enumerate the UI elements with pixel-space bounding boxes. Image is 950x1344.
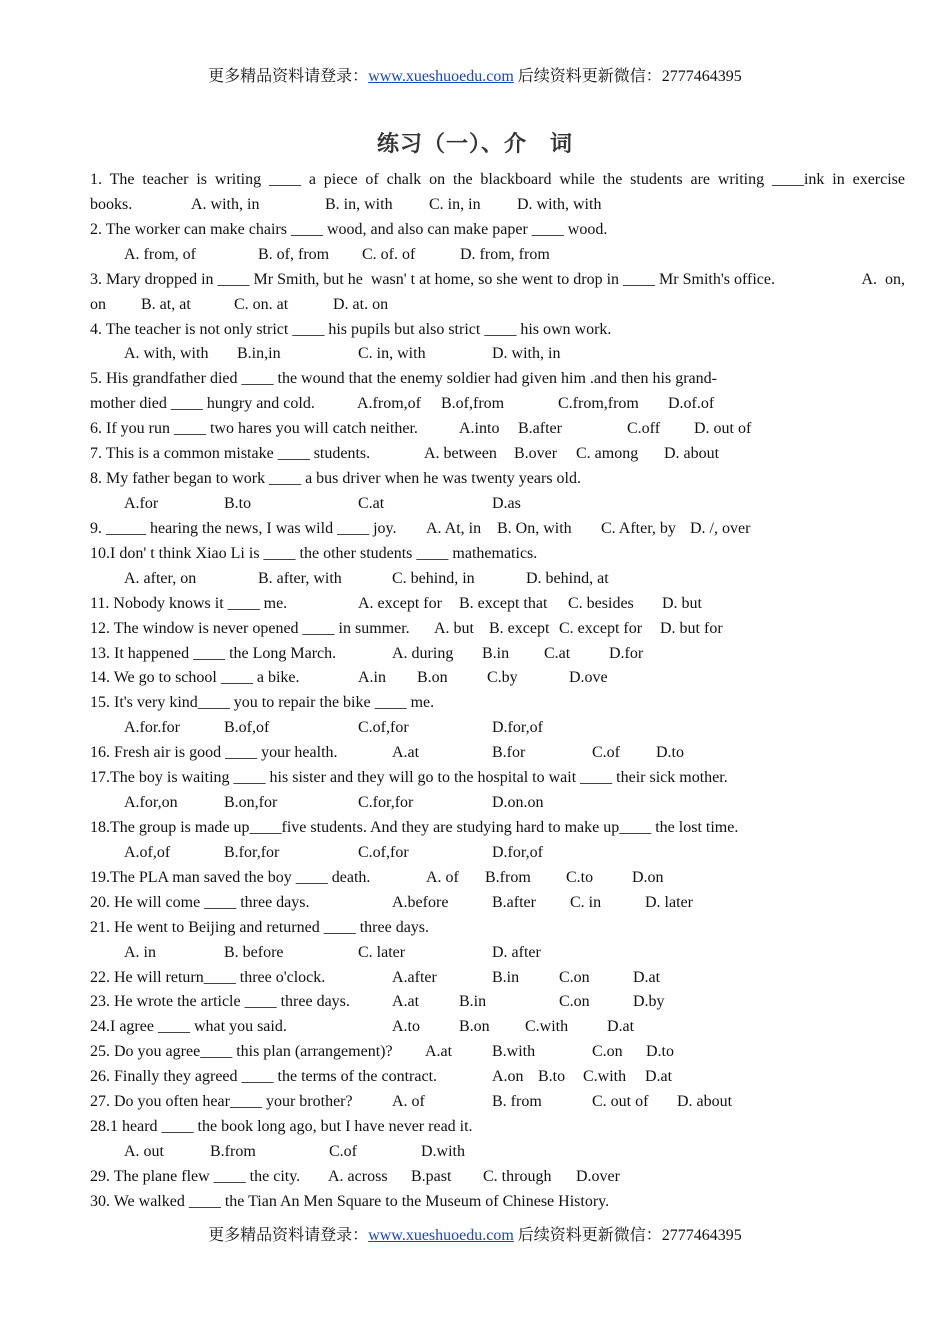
option-b: B.with bbox=[492, 1043, 536, 1061]
question-16: 16. Fresh air is good ____ your health. A.at B.for C.of D.to bbox=[90, 741, 905, 766]
option-c: C. out of bbox=[592, 1093, 649, 1111]
option-b: B. in, with bbox=[325, 195, 393, 213]
question-2-stem: 2. The worker can make chairs ____ wood, and also can make paper ____ wood. bbox=[90, 220, 608, 238]
option-c: C. in, in bbox=[429, 195, 481, 213]
option-d: D. about bbox=[664, 445, 720, 463]
question-24: 24.I agree ____ what you said. A.to B.on C.with D.at bbox=[90, 1015, 905, 1040]
option-a: A. but bbox=[434, 619, 474, 637]
option-c: C. of. of bbox=[362, 245, 416, 263]
question-3-stem: 3. Mary dropped in ____ Mr Smith, but he wasn' t at home, so she went to drop in ____ Mr Smith's office. A. on, bbox=[90, 268, 905, 293]
option-c: C.with bbox=[583, 1068, 627, 1086]
option-a: A.for bbox=[124, 494, 159, 512]
question-23: 23. He wrote the article ____ three days. A.at B.in C.on D.by bbox=[90, 990, 905, 1015]
option-a: A. between bbox=[424, 445, 497, 463]
question-29: 29. The plane flew ____ the city. A. across B.past C. through D.over bbox=[90, 1165, 905, 1190]
option-d: D.of.of bbox=[668, 395, 715, 413]
option-d: D.as bbox=[492, 494, 521, 512]
question-5-options: mother died ____ hungry and cold. A.from,of B.of,from C.from,from D.of.of bbox=[90, 392, 905, 417]
option-b: B.of,of bbox=[224, 719, 270, 737]
option-b: B.to bbox=[224, 494, 252, 512]
option-b: B.over bbox=[514, 445, 558, 463]
header-website-link[interactable]: www.xueshuoedu.com bbox=[368, 68, 514, 85]
option-c: C. behind, in bbox=[392, 569, 475, 587]
option-c: C.of bbox=[592, 744, 620, 762]
option-a: A. during bbox=[392, 644, 454, 662]
option-c: C. on. at bbox=[234, 295, 289, 313]
question-25: 25. Do you agree____ this plan (arrangement)? A.at B.with C.on D.to bbox=[90, 1040, 905, 1065]
option-b: B. from bbox=[492, 1093, 542, 1111]
option-d: D.at bbox=[645, 1068, 673, 1086]
option-c: C. in bbox=[570, 893, 602, 911]
question-10-stem: 10.I don' t think Xiao Li is ____ the other students ____ mathematics. bbox=[90, 544, 538, 562]
question-1-options: books. A. with, in B. in, with C. in, in D. with, with bbox=[90, 193, 905, 218]
question-4-options bbox=[90, 342, 905, 367]
question-8-stem: 8. My father began to work ____ a bus driver when he was twenty years old. bbox=[90, 470, 581, 488]
option-b: B.past bbox=[411, 1167, 452, 1185]
option-a: A.from,of bbox=[357, 395, 421, 413]
option-d: D.at bbox=[633, 968, 661, 986]
option-a: A.to bbox=[392, 1018, 420, 1036]
option-c: C. through bbox=[483, 1167, 552, 1185]
option-a: A.before bbox=[392, 893, 449, 911]
option-b: B.in,in bbox=[237, 345, 281, 363]
option-d: D. but for bbox=[660, 619, 723, 637]
question-8-options bbox=[90, 492, 905, 517]
option-c: C.at bbox=[358, 494, 385, 512]
option-c: C.to bbox=[566, 868, 594, 886]
question-3-options: on B. at, at C. on. at D. at. on bbox=[90, 293, 905, 318]
question-5-stem: 5. His grandfather died ____ the wound that the enemy soldier had given him .and then his grand- bbox=[90, 370, 717, 388]
question-1-stem: 1. The teacher is writing ____ a piece of chalk on the blackboard while the students are writing ____ink in exercise bbox=[90, 171, 905, 188]
option-b: B.in bbox=[482, 644, 510, 662]
option-b: B. at, at bbox=[141, 295, 191, 313]
question-26: 26. Finally they agreed ____ the terms of the contract. A.on B.to C.with D.at bbox=[90, 1065, 905, 1090]
option-d: D. about bbox=[677, 1093, 733, 1111]
option-c: C.on bbox=[559, 968, 590, 986]
option-d: D. with, with bbox=[517, 195, 602, 213]
option-b: B. of, from bbox=[258, 245, 330, 263]
question-11: 11. Nobody knows it ____ me. A. except for B. except that C. besides D. but bbox=[90, 592, 905, 617]
option-b: B.in bbox=[459, 993, 487, 1011]
page-title: 练习（一）、介 词 bbox=[376, 131, 573, 157]
option-d: D.with bbox=[421, 1142, 465, 1160]
option-b: B.for,for bbox=[224, 843, 280, 861]
question-10-options bbox=[90, 567, 905, 592]
option-a-part: A. on, bbox=[861, 270, 905, 288]
option-a: A.at bbox=[425, 1043, 453, 1061]
option-c: C. in, with bbox=[358, 345, 426, 363]
option-d: D. with, in bbox=[492, 345, 561, 363]
exercise-list bbox=[90, 168, 905, 1215]
option-c: C.of,for bbox=[358, 719, 409, 737]
option-d: D.on bbox=[632, 868, 664, 886]
option-b: B.for bbox=[492, 744, 526, 762]
question-2-options bbox=[90, 243, 905, 268]
option-a: A. with, with bbox=[124, 345, 209, 363]
option-d: D.to bbox=[656, 744, 684, 762]
option-a: A. in bbox=[124, 943, 156, 961]
option-b: B.after bbox=[492, 893, 536, 911]
option-c: C.on bbox=[592, 1043, 623, 1061]
option-b: B.after bbox=[518, 420, 562, 438]
option-d: D. after bbox=[492, 943, 541, 961]
option-d: D.at bbox=[607, 1018, 635, 1036]
option-c: C.from,from bbox=[558, 395, 639, 413]
option-b: B.on bbox=[459, 1018, 490, 1036]
option-b: B.to bbox=[538, 1068, 566, 1086]
question-21-options bbox=[90, 941, 905, 966]
question-21-stem: 21. He went to Beijing and returned ____ three days. bbox=[90, 918, 430, 936]
question-15-stem: 15. It's very kind____ you to repair the bike ____ me. bbox=[90, 694, 435, 712]
option-c: C.by bbox=[487, 669, 518, 687]
question-17-stem: 17.The boy is waiting ____ his sister and they will go to the hospital to wait ____ their sick mother. bbox=[90, 769, 728, 787]
page-header bbox=[0, 67, 950, 87]
option-c: C. besides bbox=[568, 594, 634, 612]
option-d: D. at. on bbox=[333, 295, 389, 313]
question-19: 19.The PLA man saved the boy ____ death. A. of B.from C.to D.on bbox=[90, 866, 905, 891]
option-a: A. except for bbox=[358, 594, 442, 612]
option-b: B.in bbox=[492, 968, 520, 986]
option-c: C. After, by bbox=[601, 519, 676, 537]
option-b: B.of,from bbox=[441, 395, 505, 413]
option-b: B. except bbox=[489, 619, 550, 637]
option-a: A.after bbox=[392, 968, 437, 986]
option-b: B.from bbox=[485, 868, 531, 886]
option-d: D.to bbox=[646, 1043, 674, 1061]
question-17-options bbox=[90, 791, 905, 816]
option-d: D.over bbox=[576, 1167, 620, 1185]
question-15-options bbox=[90, 716, 905, 741]
question-4-stem: 4. The teacher is not only strict ____ his pupils but also strict ____ his own work. bbox=[90, 320, 612, 338]
header-prefix: 更多精品资料请登录： bbox=[208, 68, 369, 85]
option-b: B. except that bbox=[459, 594, 548, 612]
option-d: D. from, from bbox=[460, 245, 550, 263]
footer-website-link[interactable]: www.xueshuoedu.com bbox=[368, 1227, 514, 1244]
option-b: B.on bbox=[417, 669, 448, 687]
option-d: D.ove bbox=[569, 669, 608, 687]
option-d: D. out of bbox=[694, 420, 752, 438]
option-a: A. from, of bbox=[124, 245, 196, 263]
option-a: A. after, on bbox=[124, 569, 197, 587]
option-d: D.for,of bbox=[492, 843, 543, 861]
question-9: 9. _____ hearing the news, I was wild ____ joy. A. At, in B. On, with C. After, by D. /, over bbox=[90, 517, 905, 542]
option-d: D. but bbox=[662, 594, 702, 612]
option-b: B. On, with bbox=[497, 519, 572, 537]
option-a: A.for,on bbox=[124, 794, 178, 812]
question-18-options bbox=[90, 841, 905, 866]
option-c: C.off bbox=[627, 420, 661, 438]
option-a: A.at bbox=[392, 744, 420, 762]
option-a: A.into bbox=[459, 420, 500, 438]
option-a: A.of,of bbox=[124, 843, 171, 861]
option-c: C. later bbox=[358, 943, 406, 961]
option-d: D.for,of bbox=[492, 719, 543, 737]
question-28-stem: 28.1 heard ____ the book long ago, but I have never read it. bbox=[90, 1118, 473, 1136]
question-12: 12. The window is never opened ____ in summer. A. but B. except C. except for D. but for bbox=[90, 617, 905, 642]
option-c: C.for,for bbox=[358, 794, 414, 812]
question-6: 6. If you run ____ two hares you will catch neither. A.into B.after C.off D. out of bbox=[90, 417, 905, 442]
option-c: C.of bbox=[329, 1142, 357, 1160]
footer-prefix: 更多精品资料请登录： bbox=[208, 1227, 369, 1244]
option-a: A. out bbox=[124, 1142, 164, 1160]
question-20: 20. He will come ____ three days. A.before B.after C. in D. later bbox=[90, 891, 905, 916]
option-a: A. of bbox=[392, 1093, 425, 1111]
option-c: C. except for bbox=[559, 619, 643, 637]
option-d: D.for bbox=[609, 644, 644, 662]
option-c: C.of,for bbox=[358, 843, 409, 861]
option-c: C.on bbox=[559, 993, 590, 1011]
option-a: A.on bbox=[492, 1068, 524, 1086]
option-a: A.in bbox=[358, 669, 386, 687]
option-b: B. before bbox=[224, 943, 284, 961]
option-a: A. with, in bbox=[191, 195, 260, 213]
option-d: D. later bbox=[645, 893, 693, 911]
option-b: B.on,for bbox=[224, 794, 278, 812]
option-a: A. At, in bbox=[426, 519, 482, 537]
question-14: 14. We go to school ____ a bike. A.in B.on C.by D.ove bbox=[90, 666, 905, 691]
question-30-stem: 30. We walked ____ the Tian An Men Square to the Museum of Chinese History. bbox=[90, 1192, 610, 1210]
question-27: 27. Do you often hear____ your brother? A. of B. from C. out of D. about bbox=[90, 1090, 905, 1115]
option-d: D. behind, at bbox=[526, 569, 609, 587]
option-b: B. after, with bbox=[258, 569, 342, 587]
option-a: A. of bbox=[426, 868, 459, 886]
option-a: A. across bbox=[328, 1167, 388, 1185]
option-c: C. among bbox=[576, 445, 639, 463]
question-28-options bbox=[90, 1140, 905, 1165]
option-c: C.with bbox=[525, 1018, 569, 1036]
option-d: D.by bbox=[633, 993, 665, 1011]
option-a: A.for.for bbox=[124, 719, 180, 737]
question-18-stem: 18.The group is made up____five students. And they are studying hard to make up____ the lost time. bbox=[90, 818, 739, 836]
option-b: B.from bbox=[210, 1142, 256, 1160]
header-suffix: 后续资料更新微信：2777464395 bbox=[513, 68, 742, 85]
question-7: 7. This is a common mistake ____ students. A. between B.over C. among D. about bbox=[90, 442, 905, 467]
footer-suffix: 后续资料更新微信：2777464395 bbox=[513, 1227, 742, 1244]
option-d: D. /, over bbox=[690, 519, 751, 537]
page-footer bbox=[0, 1226, 950, 1246]
question-13: 13. It happened ____ the Long March. A. during B.in C.at D.for bbox=[90, 642, 905, 667]
option-c: C.at bbox=[544, 644, 571, 662]
question-22: 22. He will return____ three o'clock. A.after B.in C.on D.at bbox=[90, 966, 905, 991]
option-a: A.at bbox=[392, 993, 420, 1011]
option-d: D.on.on bbox=[492, 794, 544, 812]
